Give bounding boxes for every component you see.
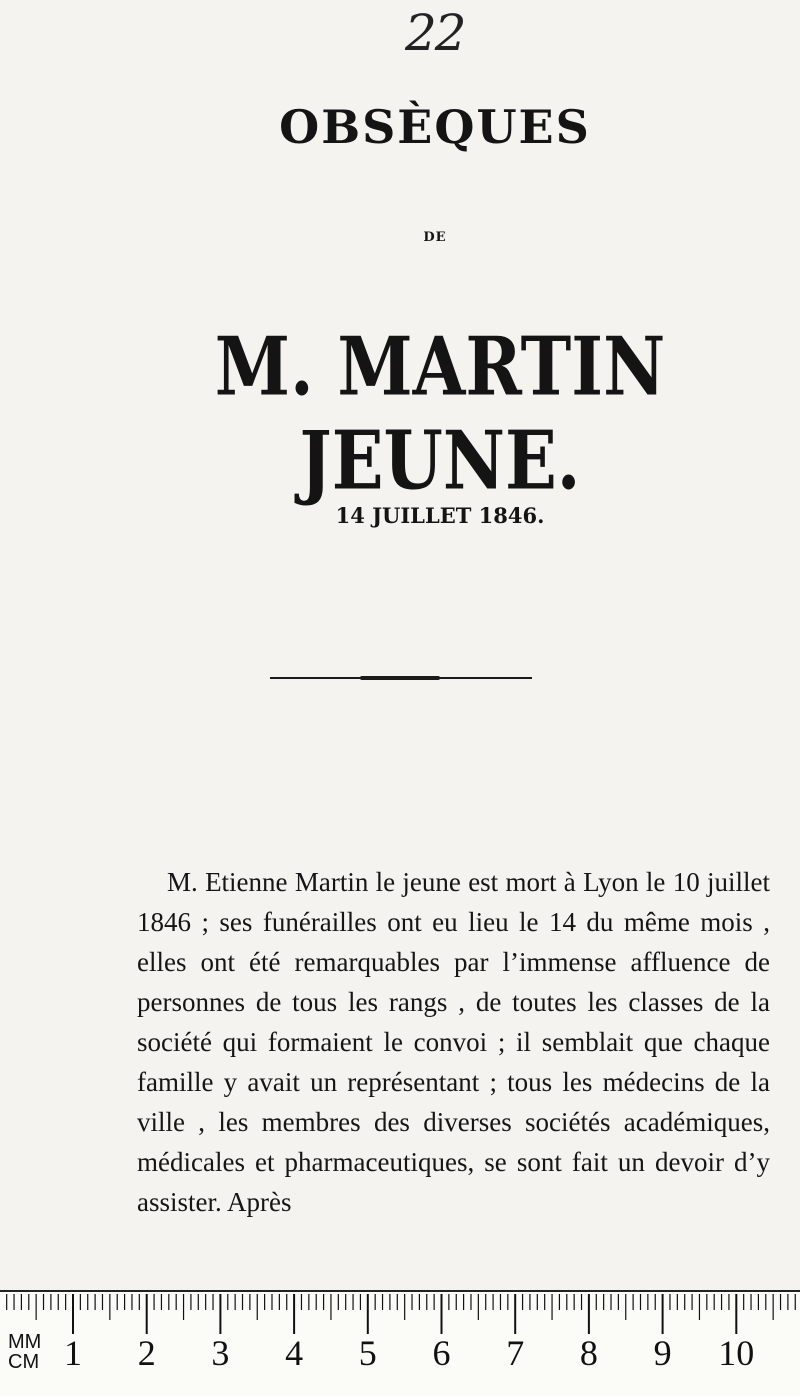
body-paragraph: M. Etienne Martin le jeune est mort à Lyon le 10 juillet 1846 ; ses funérailles ont eu lieu le 14 du même mois , elles ont été remarquables par l’immense affluence de personnes de tous les rangs , de toutes les classes de la société qui formaient le convoi ; il semblait que chaque famille y avait un représentant ; tous les médecins de la ville , les membres des diverses sociétés académiques, médicales et pharmaceutiques, se sont fait un devoir d’y assister. Après bbox=[137, 867, 770, 1217]
ruler-label: 7 bbox=[506, 1333, 525, 1373]
ruler-label: 9 bbox=[653, 1333, 672, 1373]
title-name: M. MARTIN JEUNE. bbox=[214, 320, 666, 509]
decorative-rule bbox=[270, 677, 532, 679]
ruler-label: 10 bbox=[718, 1333, 755, 1373]
measurement-ruler bbox=[0, 1290, 800, 1396]
ruler-label: 8 bbox=[579, 1333, 598, 1373]
handwritten-page-number: 22 bbox=[405, 4, 465, 62]
ruler-label: 1 bbox=[64, 1333, 82, 1373]
ruler-unit-cm: CM bbox=[8, 1351, 40, 1373]
ruler-label: 2 bbox=[137, 1333, 156, 1373]
ruler-label: 4 bbox=[285, 1333, 304, 1373]
date-line: 14 JUILLET 1846. bbox=[335, 503, 545, 528]
ruler-label: 6 bbox=[432, 1333, 451, 1373]
ruler-ticks bbox=[0, 1292, 800, 1396]
title-obseques: OBSÈQUES bbox=[279, 100, 591, 154]
ruler-label: 5 bbox=[358, 1333, 377, 1373]
ruler-label: 3 bbox=[211, 1333, 230, 1373]
title-de: DE bbox=[423, 230, 447, 245]
ruler-unit-mm: MM bbox=[8, 1331, 42, 1353]
